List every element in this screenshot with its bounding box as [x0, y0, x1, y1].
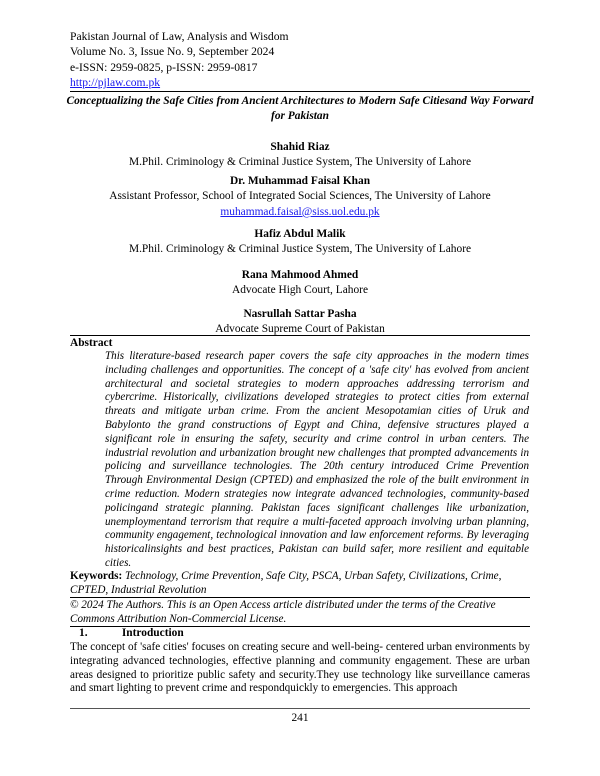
journal-header [70, 29, 289, 91]
section-title: Introduction [121, 627, 184, 639]
section-heading [70, 627, 184, 639]
introduction-text: The concept of 'safe cities' focuses on creating secure and well-being- centered urban environments by integrating advanced technologies, effective planning and community engagement. These are urban areas designed to prioritize public safety and security.They use technology like surveillance cameras and smart lighting to prevent crime and respondquickly to emergencies. This approach [70, 641, 530, 695]
author-block [60, 140, 540, 171]
author-block [60, 227, 540, 258]
footer-divider [70, 708, 530, 709]
journal-url-link[interactable]: http://pjlaw.com.pk [70, 76, 161, 90]
author-name: Dr. Muhammad Faisal Khan [229, 175, 371, 187]
author-affiliation: Advocate High Court, Lahore [231, 284, 368, 297]
author-block [60, 268, 540, 299]
license-text: © 2024 The Authors. This is an Open Access article distributed under the terms of the Creative Commons Attribution Non-Commercial License. [70, 599, 496, 625]
author-affiliation: M.Phil. Criminology & Criminal Justice System, The University of Lahore [128, 243, 472, 256]
page-number: 241 [291, 712, 309, 724]
author-name: Hafiz Abdul Malik [254, 228, 346, 240]
author-affiliation: Assistant Professor, School of Integrated Social Sciences, The University of Lahore [109, 190, 491, 203]
keywords-label: Keywords: [70, 570, 123, 582]
abstract-heading: Abstract [70, 337, 113, 349]
author-name: Shahid Riaz [270, 141, 330, 153]
author-name: Rana Mahmood Ahmed [241, 269, 359, 281]
volume-info: Volume No. 3, Issue No. 9, September 2024 [70, 45, 275, 59]
keywords-text: Technology, Crime Prevention, Safe City, PSCA, Urban Safety, Civilizations, Crime, CPTED, Industrial Revolution [70, 570, 502, 596]
section-number: 1. [79, 627, 88, 639]
abstract-divider [70, 335, 530, 336]
author-affiliation: M.Phil. Criminology & Criminal Justice System, The University of Lahore [128, 156, 472, 169]
journal-name: Pakistan Journal of Law, Analysis and Wisdom [70, 30, 289, 43]
paper-title: Conceptualizing the Safe Cities from Ancient Architectures to Modern Safe Citiesand Way Forward for Pakistan [66, 95, 534, 122]
author-affiliation: Advocate Supreme Court of Pakistan [215, 323, 385, 336]
issn-info: e-ISSN: 2959-0825, p-ISSN: 2959-0817 [70, 60, 258, 74]
keywords [70, 570, 530, 598]
author-name: Nasrullah Sattar Pasha [243, 308, 357, 320]
header-divider [70, 91, 530, 92]
author-block [60, 174, 540, 220]
abstract-text: This literature-based research paper covers the safe city approaches in the modern times including challenges and opportunities. The concept of a 'safe city' has evolved from ancient architectural and societal strategies to modern approaches addressing terrorism and cybercrime. Historically, civilizations developed strategies to protect cities from external threats and mitigate urban crime. From the ancient Mesopotamian cities of Uruk and Babylonto the grand constructions of Egypt and China, defensive structures played a significant role in ensuring the safety, security and crime control in urban centers. The industrial revolution and urbanization brought new challenges that prompted advancements in policing and surveillance technologies. The 20th century introduced Crime Prevention Through Environmental Design (CPTED) and emphasized the role of the built environment in crime reduction. Modern strategies now integrate advanced technologies, community-based policingand strategic planning. Pakistan faces significant challenges like urbanization, unemploymentand terrorism that require a multi-faceted approach involving urban planning, community engagement, technological innovation and law enforcement reforms. By leveraging historicalinsights and best practices, Pakistan can build safer, more resilient and equitable cities. [105, 350, 529, 569]
author-email-link[interactable]: muhammad.faisal@siss.uol.edu.pk [220, 205, 380, 218]
author-block [60, 307, 540, 338]
license-divider [70, 597, 530, 598]
